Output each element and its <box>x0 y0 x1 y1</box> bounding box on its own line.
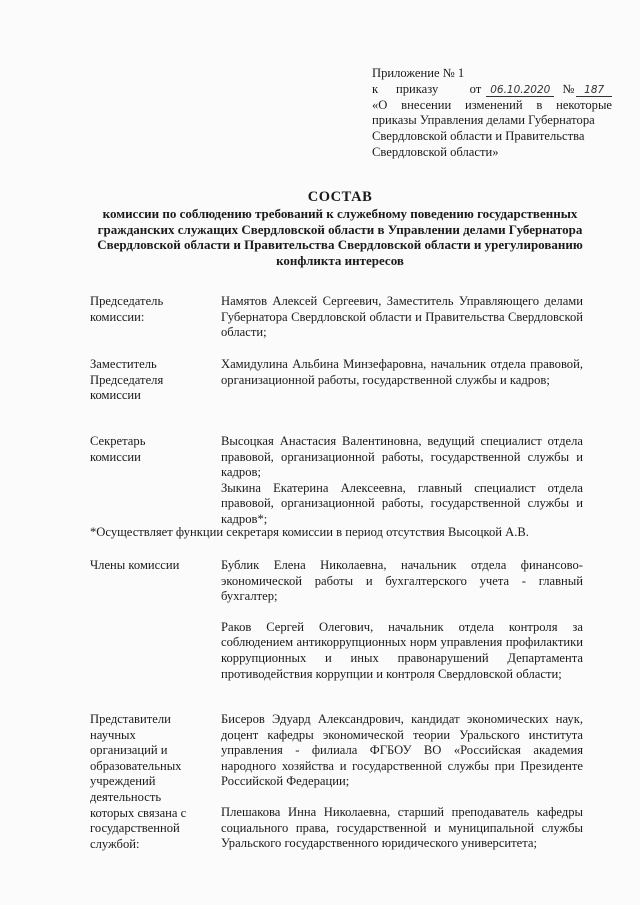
order-k: к <box>372 81 379 96</box>
member-entry-1: Бублик Елена Николаевна, начальник отдела финансово-экономической работы и бухгалтерского учета - главный бухгалтер; <box>221 558 583 604</box>
order-title-line-3: Свердловской области и Правительства <box>372 129 585 144</box>
order-reference-line <box>372 82 612 98</box>
chair-label: Председатель комиссии: <box>90 294 164 324</box>
title-line-2: гражданских служащих Свердловской области в Управлении делами Губернатора <box>97 221 583 237</box>
title-line-3: Свердловской области и Правительства Свердловской области и урегулированию <box>97 237 583 253</box>
title-line-1: комиссии по соблюдению требований к служебному поведению государственных <box>102 206 578 221</box>
title-line-4: конфликта интересов <box>276 252 404 268</box>
deputy-label: Заместитель Председателя комиссии <box>90 357 164 403</box>
order-title-line-4: Свердловской области» <box>372 144 499 159</box>
secretary-entries <box>221 434 583 528</box>
secretary-footnote: *Осуществляет функции секретаря комиссии в период отсутствия Высоцкой А.В. <box>90 525 529 539</box>
representative-entry-2: Плешакова Инна Николаевна, старший преподаватель кафедры социального права, государственной и муниципальной службы Уральского государственного юридического университета; <box>221 804 583 851</box>
handwritten-number: 187 <box>576 84 612 97</box>
order-word: приказу <box>395 81 439 96</box>
secretary-label: Секретарь комиссии <box>90 434 146 464</box>
deputy-entry: Хамидулина Альбина Минзефаровна, начальник отдела правовой, организационной работы, государственной службы и кадров; <box>221 357 583 387</box>
order-title-line-2: приказы Управления делами Губернатора <box>372 113 595 128</box>
document-title <box>80 188 600 268</box>
members-entries <box>221 558 583 682</box>
representative-entry-1: Бисеров Эдуард Александрович, кандидат экономических наук, доцент кафедры экономической теории Уральского института управления - филиала ФГБОУ ВО «Российская академия народного хозяйства и государственной службы при Президенте Российской Федерации; <box>221 712 583 789</box>
handwritten-date: 06.10.2020 <box>486 84 554 97</box>
chair-entry: Намятов Алексей Сергеевич, Заместитель Управляющего делами Губернатора Свердловской области и Правительства Свердловской области; <box>221 294 583 340</box>
title-heading: СОСТАВ <box>307 189 373 205</box>
secretary-entry-1: Высоцкая Анастасия Валентиновна, ведущий специалист отдела правовой, организационной работы, государственной службы и кадров; <box>221 434 583 480</box>
representatives-label: Представители научных организаций и образовательных учреждений деятельность которых связана с государственной службой: <box>90 712 187 851</box>
secretary-entry-2: Зыкина Екатерина Алексеевна, главный специалист отдела правовой, организационной работы, государственной службы и кадров*; <box>221 480 583 526</box>
order-title-line-1: «О внесении изменений в некоторые <box>372 97 612 112</box>
appendix-title: Приложение № 1 <box>372 66 465 80</box>
members-label: Члены комиссии <box>90 558 180 572</box>
appendix-header <box>372 66 612 161</box>
number-sign: № <box>562 81 575 96</box>
order-from: от <box>469 81 482 96</box>
representatives-entries <box>221 712 583 852</box>
member-entry-2: Раков Сергей Олегович, начальник отдела контроля за соблюдением антикоррупционных норм управления профилактики коррупционных и иных правонарушений Департамента противодействия коррупции и контроля Свердловской области; <box>221 619 583 681</box>
